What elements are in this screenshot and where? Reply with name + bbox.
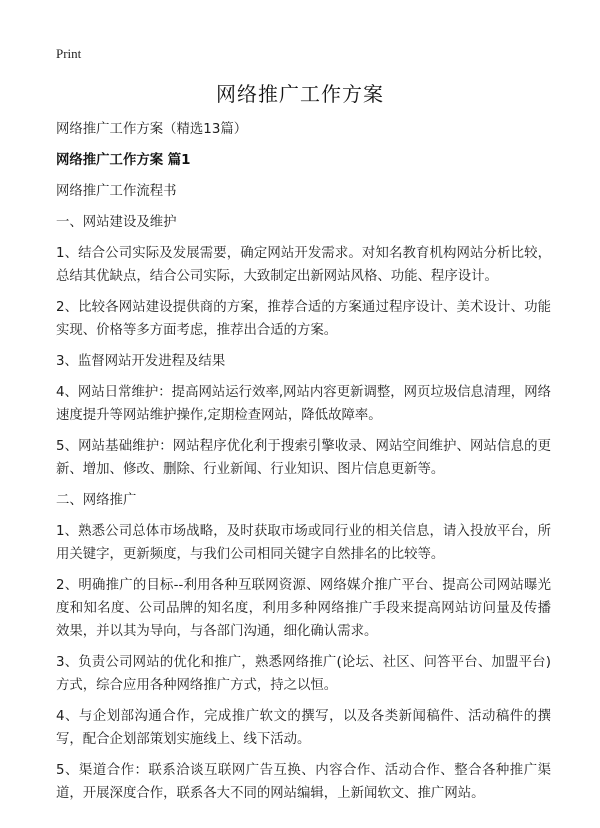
paragraph: 5、渠道合作：联系洽谈互联网广告互换、内容合作、活动合作、整合各种推广渠道，开展深度合作，联系各大不同的网站编辑，上新闻软文、推广网站。: [56, 763, 551, 801]
document-title: 网络推广工作方案: [216, 82, 384, 106]
paragraph: 3、负责公司网站的优化和推广，熟悉网络推广(论坛、社区、问答平台、加盟平台)方式，综合应用各种网络推广方式，持之以恒。: [56, 655, 551, 693]
document-body: [56, 118, 551, 813]
paragraph: 5、网站基础维护：网站程序优化利于搜索引擎收录、网站空间维护、网站信息的更新、增加、修改、删除、行业新闻、行业知识、图片信息更新等。: [56, 439, 551, 477]
paragraph: 4、与企划部沟通合作，完成推广软文的撰写，以及各类新闻稿件、活动稿件的撰写，配合企划部策划实施线上、线下活动。: [56, 709, 551, 747]
paragraph: 4、网站日常维护：提高网站运行效率,网站内容更新调整，网页垃圾信息清理，网络速度提升等网站维护操作,定期检查网站，降低故障率。: [56, 385, 551, 423]
paragraph: 3、监督网站开发进程及结果: [56, 354, 226, 369]
paragraph: 2、比较各网站建设提供商的方案，推荐合适的方案通过程序设计、美术设计、功能实现、价格等多方面考虑，推荐出合适的方案。: [56, 300, 551, 338]
part1-heading: 一、网站建设及维护: [56, 215, 177, 230]
paragraph: 2、明确推广的目标--利用各种互联网资源、网络媒介推广平台、提高公司网站曝光度和知名度、公司品牌的知名度，利用多种网络推广手段来提高网站访问量及传播效果，并以其为导向，与各部门沟通，细化确认需求。: [56, 578, 551, 639]
paragraph: 1、熟悉公司总体市场战略，及时获取市场或同行业的相关信息，请入投放平台，所用关键字，更新频度，与我们公司相同关键字自然排名的比较等。: [56, 524, 551, 562]
section-heading: 网络推广工作方案 篇1: [56, 153, 191, 168]
document-subtitle: 网络推广工作方案（精选13篇）: [56, 122, 248, 137]
paragraph: 1、结合公司实际及发展需要，确定网站开发需求。对知名教育机构网站分析比较，总结其优缺点，结合公司实际，大致制定出新网站风格、功能、程序设计。: [56, 246, 551, 284]
part2-heading: 二、网络推广: [56, 493, 137, 508]
flow-title: 网络推广工作流程书: [56, 184, 177, 199]
print-label: Print: [56, 46, 82, 61]
